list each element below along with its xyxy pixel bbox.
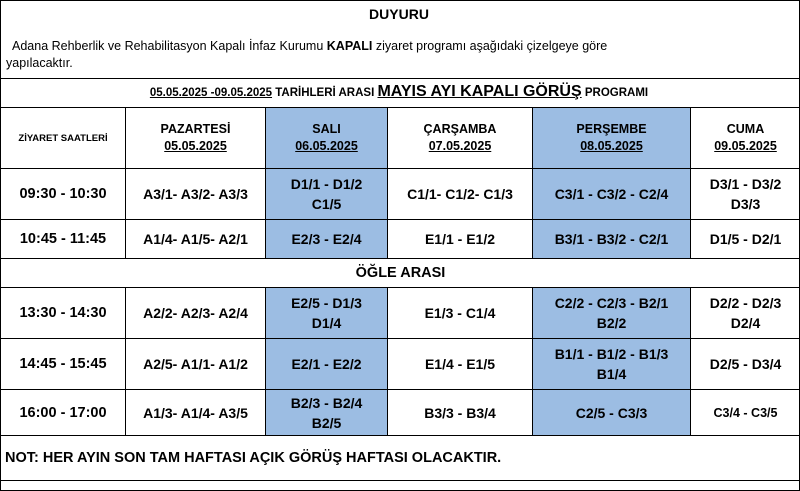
cell-line: D2/2 - D2/3 bbox=[709, 295, 782, 311]
intro-line-2: yapılacaktır. bbox=[6, 56, 73, 70]
day-header-tuesday bbox=[266, 108, 388, 169]
table-row bbox=[1, 220, 800, 259]
cell-line: B1/4 bbox=[596, 366, 627, 382]
intro-line-1 bbox=[6, 38, 786, 55]
cell-line: C2/2 - C2/3 - B2/1 bbox=[554, 295, 669, 311]
cell-line: A2/2- A2/3- A2/4 bbox=[143, 305, 248, 321]
lunch-row bbox=[1, 259, 800, 288]
cell-line: A2/5- A1/1- A1/2 bbox=[143, 356, 248, 372]
schedule-cell bbox=[388, 339, 533, 390]
day-date: 05.05.2025 bbox=[164, 139, 227, 153]
cell-line: A1/4- A1/5- A2/1 bbox=[143, 231, 248, 247]
cell-line: B1/1 - B1/2 - B1/3 bbox=[554, 346, 669, 362]
day-header-monday bbox=[126, 108, 266, 169]
schedule-cell bbox=[388, 390, 533, 436]
program-suffix: PROGRAMI bbox=[584, 87, 649, 99]
schedule-cell bbox=[266, 288, 388, 339]
schedule-cell bbox=[691, 220, 800, 259]
day-name: CUMA bbox=[726, 122, 765, 136]
schedule-cell bbox=[691, 288, 800, 339]
schedule-table bbox=[0, 107, 800, 481]
table-row bbox=[1, 339, 800, 390]
cell-line: D3/3 bbox=[730, 196, 761, 212]
cell-line: E2/3 - E2/4 bbox=[291, 231, 362, 247]
cell-line: E1/4 - E1/5 bbox=[424, 356, 496, 372]
cell-line: D3/1 - D3/2 bbox=[709, 176, 782, 192]
schedule-cell bbox=[126, 169, 266, 220]
time-slot: 10:45 - 11:45 bbox=[1, 220, 126, 259]
schedule-cell bbox=[126, 220, 266, 259]
table-row bbox=[1, 390, 800, 436]
schedule-cell bbox=[266, 339, 388, 390]
intro-suffix: ziyaret programı aşağıdaki çizelgeye göre bbox=[375, 39, 608, 53]
program-date-range: 05.05.2025 -09.05.2025 bbox=[149, 87, 273, 99]
cell-line: D2/5 - D3/4 bbox=[709, 356, 782, 372]
cell-line: B3/3 - B3/4 bbox=[424, 404, 496, 421]
program-name: MAYIS AYI KAPALI GÖRÜŞ bbox=[377, 83, 582, 100]
day-header-wednesday bbox=[388, 108, 533, 169]
day-name: PERŞEMBE bbox=[576, 122, 647, 136]
schedule-cell bbox=[266, 390, 388, 436]
schedule-cell bbox=[388, 169, 533, 220]
schedule-cell bbox=[266, 169, 388, 220]
table-row bbox=[1, 169, 800, 220]
footer-note: NOT: HER AYIN SON TAM HAFTASI AÇIK GÖRÜŞ HAFTASI OLACAKTIR. bbox=[1, 436, 800, 481]
time-slot: 14:45 - 15:45 bbox=[1, 339, 126, 390]
cell-line: B2/2 bbox=[596, 315, 627, 331]
cell-line: C1/5 bbox=[311, 196, 342, 212]
cell-line: C2/5 - C3/3 bbox=[575, 404, 648, 421]
cell-line: D1/5 - D2/1 bbox=[709, 231, 782, 247]
time-slot: 16:00 - 17:00 bbox=[1, 390, 126, 436]
schedule-cell bbox=[388, 288, 533, 339]
notice-title: DUYURU bbox=[369, 6, 429, 22]
day-date: 07.05.2025 bbox=[428, 139, 492, 153]
table-row bbox=[1, 288, 800, 339]
cell-line: E1/1 - E1/2 bbox=[424, 231, 496, 247]
cell-line: E1/3 - C1/4 bbox=[424, 305, 496, 321]
lunch-label: ÖĞLE ARASI bbox=[1, 259, 800, 288]
day-name: PAZARTESİ bbox=[160, 122, 231, 136]
cell-line: B2/3 - B2/4 bbox=[290, 394, 363, 411]
note-row bbox=[1, 436, 800, 481]
notice-intro bbox=[6, 38, 786, 72]
cell-line: D1/1 - D1/2 bbox=[290, 176, 363, 192]
cell-line: C3/1 - C3/2 - C2/4 bbox=[554, 186, 669, 202]
visit-hours-header: ZİYARET SAATLERİ bbox=[1, 108, 126, 169]
intro-prefix: Adana Rehberlik ve Rehabilitasyon Kapalı İnfaz Kurumu bbox=[12, 39, 324, 53]
cell-line: A1/3- A1/4- A3/5 bbox=[143, 404, 248, 421]
divider bbox=[0, 78, 799, 79]
cell-line: C3/4 - C3/5 bbox=[713, 405, 778, 420]
cell-line: C1/1- C1/2- C1/3 bbox=[407, 186, 513, 202]
program-heading bbox=[0, 83, 798, 101]
cell-line: B3/1 - B3/2 - C2/1 bbox=[554, 231, 669, 247]
day-header-friday bbox=[691, 108, 800, 169]
program-between: TARİHLERİ ARASI bbox=[275, 87, 375, 99]
schedule-cell bbox=[266, 220, 388, 259]
header-row bbox=[1, 108, 800, 169]
cell-line: E2/5 - D1/3 bbox=[291, 295, 362, 311]
schedule-cell bbox=[126, 339, 266, 390]
day-name: ÇARŞAMBA bbox=[423, 122, 497, 136]
schedule-cell bbox=[533, 220, 691, 259]
time-slot: 09:30 - 10:30 bbox=[1, 169, 126, 220]
intro-bold-word: KAPALI bbox=[326, 39, 373, 53]
schedule-cell bbox=[691, 339, 800, 390]
cell-line: E2/1 - E2/2 bbox=[291, 356, 362, 372]
schedule-cell bbox=[388, 220, 533, 259]
day-header-thursday bbox=[533, 108, 691, 169]
schedule-cell bbox=[126, 288, 266, 339]
day-date: 09.05.2025 bbox=[714, 139, 777, 153]
schedule-cell bbox=[533, 339, 691, 390]
cell-line: D2/4 bbox=[730, 315, 761, 331]
schedule-cell bbox=[691, 169, 800, 220]
schedule-cell bbox=[126, 390, 266, 436]
schedule-cell bbox=[533, 169, 691, 220]
schedule-cell bbox=[533, 390, 691, 436]
schedule-cell bbox=[691, 390, 800, 436]
day-date: 06.05.2025 bbox=[295, 139, 358, 153]
cell-line: B2/5 bbox=[311, 414, 342, 431]
day-date: 08.05.2025 bbox=[580, 139, 643, 153]
day-name: SALI bbox=[312, 122, 341, 136]
time-slot: 13:30 - 14:30 bbox=[1, 288, 126, 339]
schedule-cell bbox=[533, 288, 691, 339]
cell-line: D1/4 bbox=[311, 315, 342, 331]
cell-line: A3/1- A3/2- A3/3 bbox=[143, 186, 248, 202]
